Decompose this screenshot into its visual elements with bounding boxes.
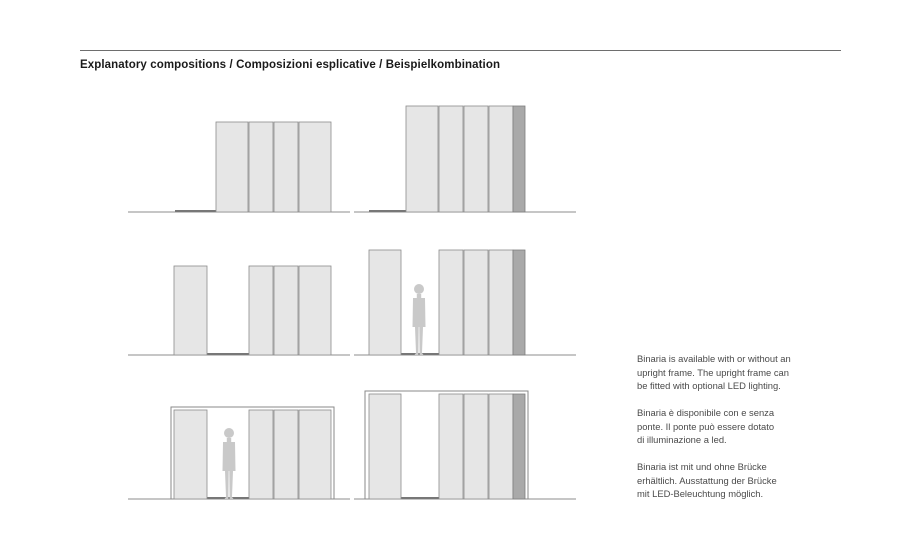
composition-5 [128, 407, 350, 499]
composition-4 [354, 250, 576, 355]
person-silhouette-icon [223, 428, 236, 499]
composition-1 [128, 122, 350, 212]
composition-3 [128, 266, 350, 355]
composition-2 [354, 106, 576, 212]
person-silhouette-icon [413, 284, 426, 355]
description-italian: Binaria è disponibile con e senza ponte. Il ponte può essere dotato di illuminazione a led. [637, 407, 775, 446]
page-title: Explanatory compositions / Composizioni esplicative / Beispielkombination [80, 59, 501, 71]
composition-6 [354, 391, 576, 499]
description-german: Binaria ist mit und ohne Brücke erhältlich. Ausstattung der Brücke mit LED-Beleuchtung möglich. [637, 461, 777, 500]
description-english: Binaria is available with or without an upright frame. The upright frame can be fitted with optional LED lighting. [637, 353, 791, 392]
